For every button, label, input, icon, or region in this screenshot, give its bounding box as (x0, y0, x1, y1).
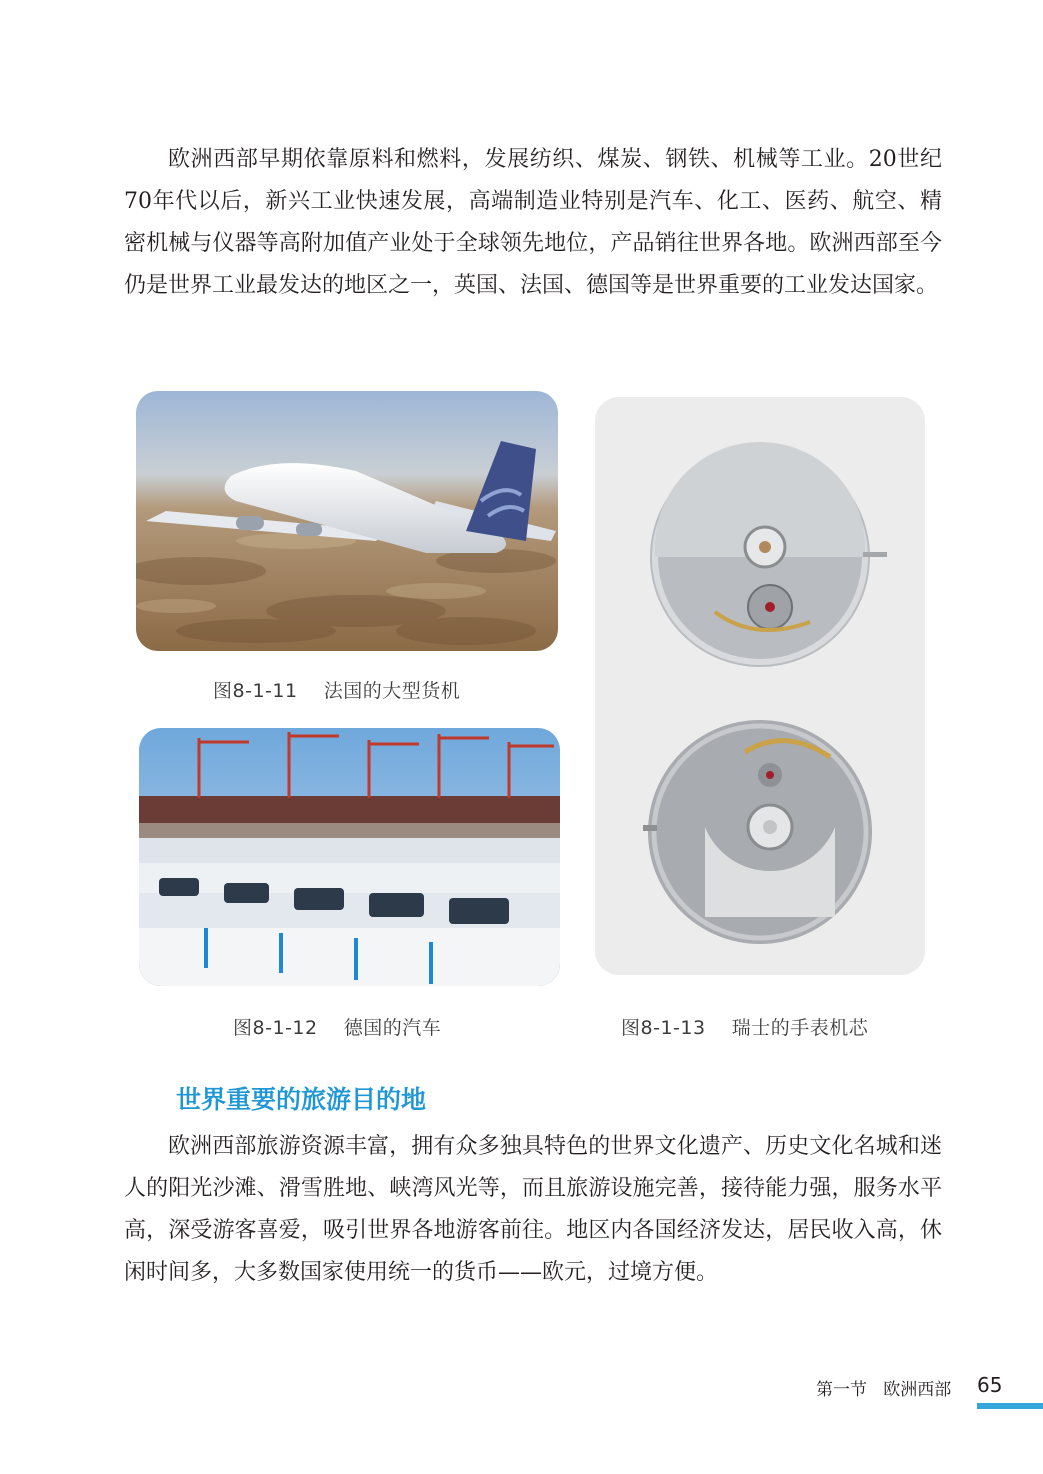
body-paragraph-tourism: 欧洲西部旅游资源丰富，拥有众多独具特色的世界文化遗产、历史文化名城和迷人的阳光沙滩、滑雪胜地、峡湾风光等，而且旅游设施完善，接待能力强，服务水平高，深受游客喜爱，吸引世界各地游客前往。地区内各国经济发达，居民收入高，休闲时间多，大多数国家使用统一的货币——欧元，过境方便。 (124, 1134, 942, 1285)
figure-caption-8-1-13: 图8-1-13 瑞士的手表机芯 (621, 1017, 869, 1039)
footer-section-label: 第一节 欧洲西部 (816, 1380, 952, 1400)
footer-accent-bar (977, 1403, 1043, 1409)
page-number: 65 (977, 1373, 1003, 1397)
german-cars-photo (139, 728, 560, 986)
cargo-plane-photo (136, 391, 558, 651)
section-heading: 世界重要的旅游目的地 (176, 1085, 427, 1114)
figure-caption-8-1-11: 图8-1-11 法国的大型货机 (213, 680, 461, 702)
body-paragraph-industry: 欧洲西部早期依靠原料和燃料，发展纺织、煤炭、钢铁、机械等工业。20世纪70年代以后，新兴工业快速发展，高端制造业特别是汽车、化工、医药、航空、精密机械与仪器等高附加值产业处于全球领先地位，产品销往世界各地。欧洲西部至今仍是世界工业最发达的地区之一，英国、法国、德国等是世界重要的工业发达国家。 (124, 147, 942, 298)
watch-movement-photo (595, 397, 925, 975)
figure-caption-8-1-12: 图8-1-12 德国的汽车 (233, 1017, 442, 1039)
